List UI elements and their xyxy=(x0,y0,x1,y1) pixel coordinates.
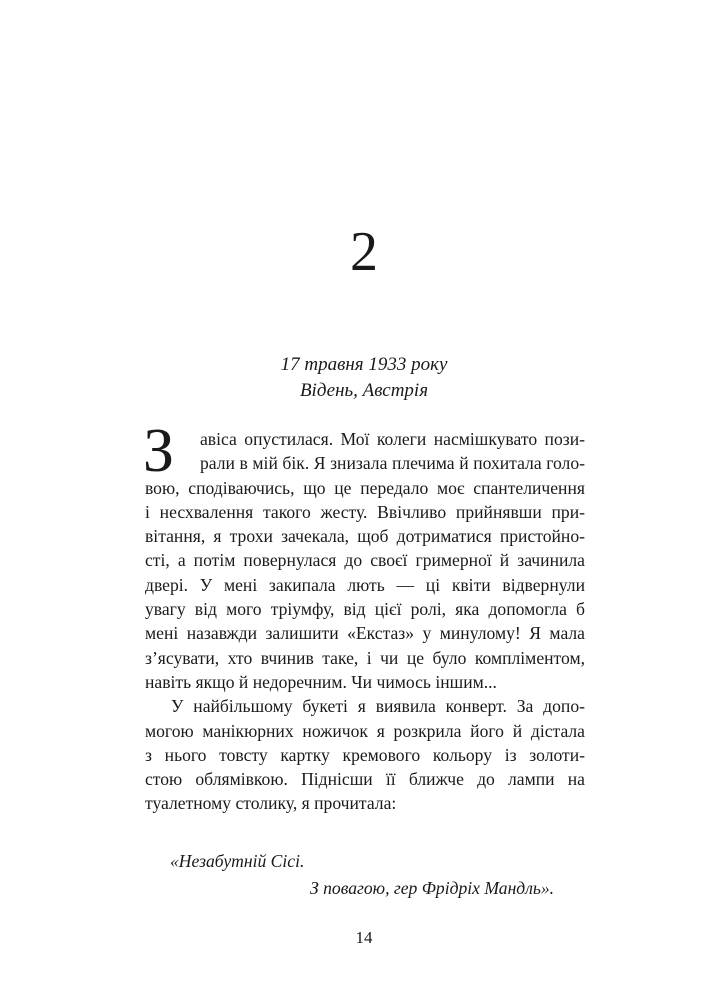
text-line: сті, а потім повернулася до своєї гримерної й зачинила xyxy=(145,550,585,571)
page-number: 14 xyxy=(355,928,373,947)
chapter-number: 2 xyxy=(350,221,378,283)
text-line: навіть якщо й недоречним. Чи чимось іншим... xyxy=(145,671,497,692)
text-line: туалетному столику, я прочитала: xyxy=(145,793,397,814)
letter-quote xyxy=(170,848,554,902)
dateline-date: 17 травня 1933 року xyxy=(280,354,448,375)
letter-greeting: «Незабутній Сісі. xyxy=(170,851,305,871)
text-line: авіса опустилася. Мої колеги насмішкувато пози- xyxy=(200,429,585,449)
dateline-place: Відень, Австрія xyxy=(299,380,429,401)
text-line: увагу від мого тріумфу, від цієї ролі, яка допомогла б xyxy=(145,599,585,620)
paragraph-2 xyxy=(145,694,585,815)
text-line: рали в мій бік. Я знизала плечима й похитала голо- xyxy=(200,453,585,474)
text-line: з’ясувати, хто вчинив таке, і чи це було компліментом, xyxy=(145,647,585,668)
text-line: вітання, я трохи зачекала, щоб дотриматися пристойно- xyxy=(145,526,585,547)
text-line: У найбільшому букеті я виявила конверт. За допо- xyxy=(171,696,585,717)
dateline xyxy=(0,352,728,404)
body-text xyxy=(143,417,585,816)
text-line: вою, сподіваючись, що це передало моє спантеличення xyxy=(145,477,585,498)
text-line: двері. У мені закипала лють — ці квіти відвернули xyxy=(145,574,585,595)
text-line: могою манікюрних ножичок я розкрила його й дістала xyxy=(145,720,585,741)
drop-cap: З xyxy=(143,417,175,485)
text-line: стою облямівкою. Піднісши її ближче до лампи на xyxy=(145,769,585,790)
text-line: і несхвалення такого жесту. Ввічливо прийнявши при- xyxy=(145,501,585,522)
text-line: мені назавжди залишити «Екстаз» у минулому! Я мала xyxy=(145,623,585,644)
text-line: з нього товсту картку кремового кольору із золоти- xyxy=(145,744,585,765)
letter-signature: З повагою, гер Фрідріх Мандль». xyxy=(310,878,555,898)
paragraph-1 xyxy=(143,417,585,694)
